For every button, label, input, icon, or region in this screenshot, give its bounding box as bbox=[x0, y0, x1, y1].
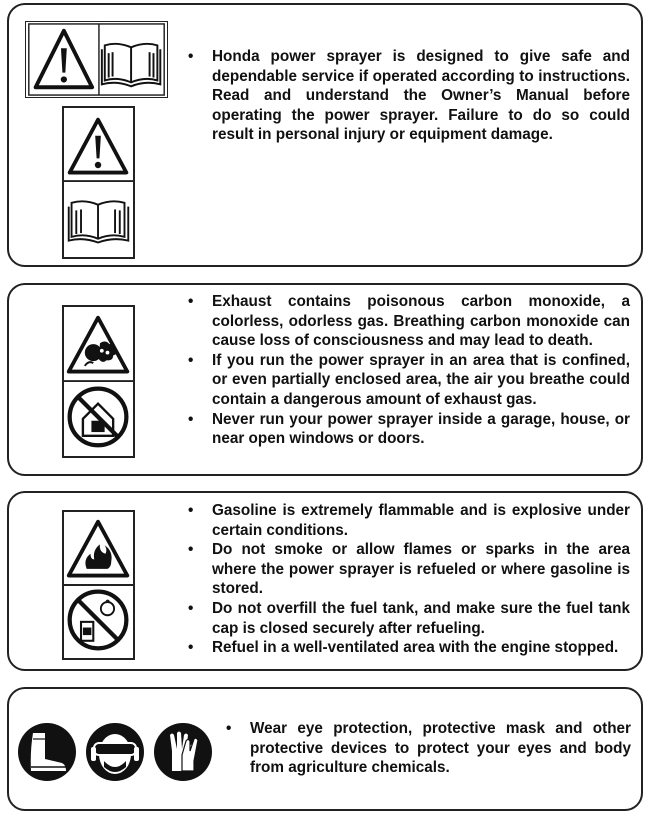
owners-manual-book-icon bbox=[69, 201, 129, 242]
carbon-monoxide-section bbox=[7, 283, 643, 476]
manual-icon-pair bbox=[25, 21, 168, 98]
warning-triangle-icon bbox=[36, 31, 92, 87]
fuel-icon-stack-svg bbox=[64, 512, 133, 658]
owners-manual-book-icon bbox=[102, 44, 160, 86]
fuel-bullet-list bbox=[188, 501, 630, 658]
list-item: • If you run the power sprayer in an area that is confined, or even partially enclosed area, the air you breathe could contain a dangerous amount of exhaust gas. bbox=[188, 351, 630, 410]
list-item: • Honda power sprayer is designed to give safe and dependable service if operated according to instructions. Read and understand the Owner’s Manual before operating the power sprayer. Failure to do so could result in personal injury or equipment damage. bbox=[188, 47, 630, 145]
manual-bullet-list bbox=[188, 47, 630, 145]
gasoline-section bbox=[7, 491, 643, 671]
list-item: • Exhaust contains poisonous carbon monoxide, a colorless, odorless gas. Breathing carbon monoxide can cause loss of consciousness and may lead to death. bbox=[188, 292, 630, 351]
toxic-fumes-warning-icon bbox=[69, 318, 128, 372]
list-item: • Wear eye protection, protective mask and other protective devices to protect your eyes and body from agriculture chemicals. bbox=[226, 719, 631, 778]
boots-icon bbox=[16, 721, 78, 783]
gloves-icon bbox=[152, 721, 214, 783]
protective-equipment-section bbox=[7, 687, 643, 811]
list-item: • Refuel in a well-ventilated area with the engine stopped. bbox=[188, 638, 630, 658]
co-icon-stack-svg bbox=[64, 307, 133, 456]
co-icon-stack bbox=[62, 305, 135, 458]
owners-manual-section bbox=[7, 3, 643, 267]
ppe-bullet-list bbox=[226, 719, 631, 778]
fuel-icon-stack bbox=[62, 510, 135, 660]
warning-triangle-icon bbox=[70, 120, 127, 173]
list-item: • Never run your power sprayer inside a garage, house, or near open windows or doors. bbox=[188, 410, 630, 449]
list-item: • Gasoline is extremely flammable and is explosive under certain conditions. bbox=[188, 501, 630, 540]
co-bullet-list bbox=[188, 292, 630, 449]
no-flames-near-fuel-icon bbox=[70, 592, 127, 649]
no-indoor-operation-icon bbox=[70, 389, 127, 446]
list-item: • Do not smoke or allow flames or sparks in the area where the power sprayer is refueled or where gasoline is stored. bbox=[188, 540, 630, 599]
flammable-warning-icon bbox=[69, 522, 128, 576]
goggles-mask-icon bbox=[84, 721, 146, 783]
manual-icon-stack bbox=[62, 106, 135, 259]
manual-icon-stack-svg bbox=[64, 108, 133, 257]
manual-icon-pair-svg bbox=[26, 22, 167, 97]
list-item: • Do not overfill the fuel tank, and make sure the fuel tank cap is closed securely after refueling. bbox=[188, 599, 630, 638]
